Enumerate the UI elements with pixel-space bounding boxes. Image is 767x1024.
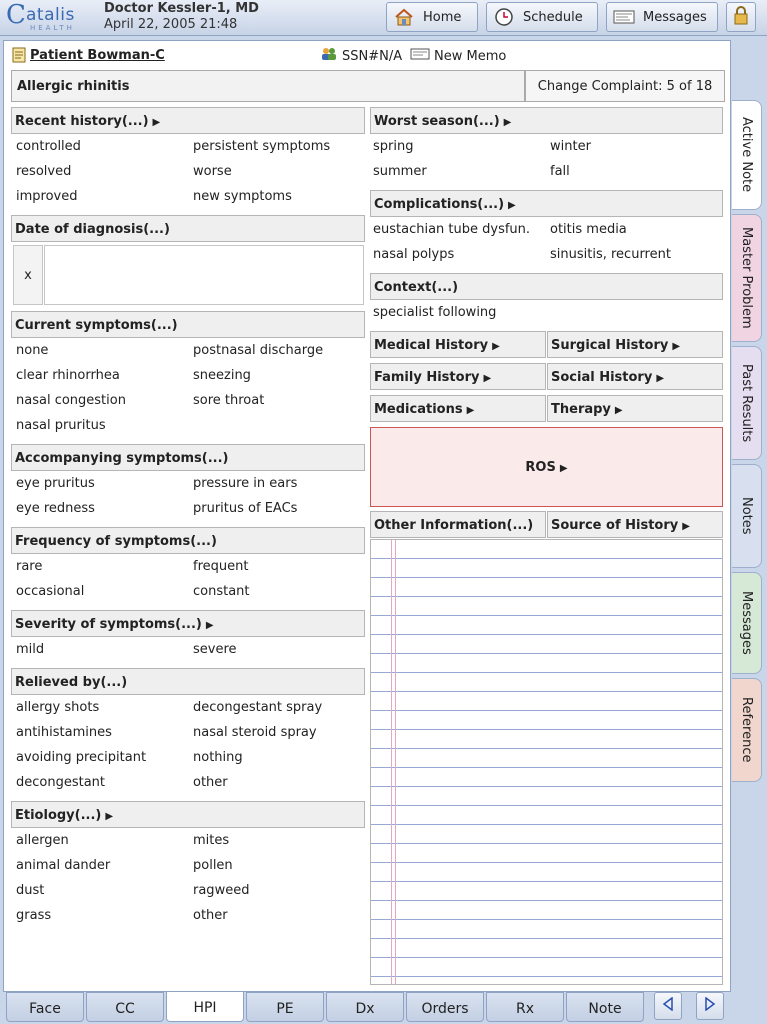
option-occasional[interactable]: occasional xyxy=(16,584,85,599)
option-rare[interactable]: rare xyxy=(16,559,43,574)
source-of-history-button[interactable]: Source of History ▶ xyxy=(547,511,723,538)
free-text-notepad[interactable] xyxy=(370,539,723,985)
tab-dx[interactable]: Dx xyxy=(326,992,404,1022)
context-header[interactable]: Context(...) xyxy=(370,273,723,300)
option-sinusitis-recurrent[interactable]: sinusitis, recurrent xyxy=(550,247,671,262)
home-button[interactable]: Home xyxy=(386,2,478,32)
option-antihistamines[interactable]: antihistamines xyxy=(16,725,112,740)
complications-header[interactable]: Complications(...) ▶ xyxy=(370,190,723,217)
arrow-right-icon: ▶ xyxy=(559,463,568,474)
arrow-right-icon: ▶ xyxy=(105,811,114,822)
tab-pe[interactable]: PE xyxy=(246,992,324,1022)
option-nasal-congestion[interactable]: nasal congestion xyxy=(16,393,126,408)
option-persistent-symptoms[interactable]: persistent symptoms xyxy=(193,139,331,154)
patient-name-link[interactable]: Patient Bowman-C xyxy=(30,47,165,63)
social-history-button[interactable]: Social History ▶ xyxy=(547,363,723,390)
option-new-symptoms[interactable]: new symptoms xyxy=(193,189,292,204)
therapy-button[interactable]: Therapy ▶ xyxy=(547,395,723,422)
option-severe[interactable]: severe xyxy=(193,642,237,657)
option-nothing[interactable]: nothing xyxy=(193,750,243,765)
tab-face[interactable]: Face xyxy=(6,992,84,1022)
tab-rx[interactable]: Rx xyxy=(486,992,564,1022)
lock-icon xyxy=(733,5,749,29)
doctor-name: Doctor Kessler-1, MD xyxy=(104,1,259,16)
arrow-right-icon: ▶ xyxy=(466,405,475,416)
tab-master-problem[interactable]: Master Problem xyxy=(732,214,762,342)
option-eye-redness[interactable]: eye redness xyxy=(16,501,95,516)
tab-hpi[interactable]: HPI xyxy=(166,992,244,1022)
option-dust[interactable]: dust xyxy=(16,883,45,898)
tab-messages[interactable]: Messages xyxy=(732,572,762,674)
option-other-etiology[interactable]: other xyxy=(193,908,228,923)
arrow-right-icon: ▶ xyxy=(682,521,690,532)
etiology-header[interactable]: Etiology(...) ▶ xyxy=(11,801,365,828)
option-worse[interactable]: worse xyxy=(193,164,232,179)
option-eustachian-tube[interactable]: eustachian tube dysfun. xyxy=(373,222,531,237)
ros-button[interactable]: ROS ▶ xyxy=(370,427,723,507)
messages-icon xyxy=(613,7,635,27)
arrow-right-icon: ▶ xyxy=(503,117,512,128)
medications-button[interactable]: Medications ▶ xyxy=(370,395,546,422)
relieved-by-header[interactable]: Relieved by(...) xyxy=(11,668,365,695)
tab-notes[interactable]: Notes xyxy=(732,464,762,568)
medical-history-button[interactable]: Medical History ▶ xyxy=(370,331,546,358)
top-bar xyxy=(0,0,767,36)
clock-icon xyxy=(493,7,515,27)
current-datetime: April 22, 2005 21:48 xyxy=(104,17,238,32)
arrow-right-icon xyxy=(704,997,716,1015)
option-pressure-in-ears[interactable]: pressure in ears xyxy=(193,476,298,491)
option-pollen[interactable]: pollen xyxy=(193,858,233,873)
tab-cc[interactable]: CC xyxy=(86,992,164,1022)
schedule-button[interactable]: Schedule xyxy=(486,2,598,32)
new-memo-link[interactable]: New Memo xyxy=(410,47,506,65)
option-avoiding-precipitant[interactable]: avoiding precipitant xyxy=(16,750,147,765)
option-sore-throat[interactable]: sore throat xyxy=(193,393,265,408)
option-pruritus-of-eacs[interactable]: pruritus of EACs xyxy=(193,501,298,516)
surgical-history-button[interactable]: Surgical History ▶ xyxy=(547,331,723,358)
date-of-diagnosis-header[interactable]: Date of diagnosis(...) xyxy=(11,215,365,242)
option-mild[interactable]: mild xyxy=(16,642,45,657)
messages-button[interactable]: Messages xyxy=(606,2,718,32)
current-symptoms-header[interactable]: Current symptoms(...) xyxy=(11,311,365,338)
tab-past-results[interactable]: Past Results xyxy=(732,346,762,460)
arrow-right-icon: ▶ xyxy=(508,200,516,211)
arrow-right-icon: ▶ xyxy=(483,373,492,384)
option-other-relieved[interactable]: other xyxy=(193,775,228,790)
next-button[interactable] xyxy=(696,992,724,1020)
arrow-right-icon: ▶ xyxy=(656,373,665,384)
option-grass[interactable]: grass xyxy=(16,908,52,923)
option-spring[interactable]: spring xyxy=(373,139,414,154)
catalis-logo: C atalis HEALTH xyxy=(6,0,75,32)
option-decongestant-spray[interactable]: decongestant spray xyxy=(193,700,323,715)
option-none[interactable]: none xyxy=(16,343,49,358)
option-animal-dander[interactable]: animal dander xyxy=(16,858,111,873)
arrow-right-icon: ▶ xyxy=(492,341,500,352)
arrow-left-icon xyxy=(662,997,674,1015)
option-sneezing[interactable]: sneezing xyxy=(193,368,251,383)
option-summer[interactable]: summer xyxy=(373,164,427,179)
option-winter[interactable]: winter xyxy=(550,139,591,154)
option-decongestant[interactable]: decongestant xyxy=(16,775,106,790)
option-postnasal-discharge[interactable]: postnasal discharge xyxy=(193,343,324,358)
option-fall[interactable]: fall xyxy=(550,164,570,179)
change-complaint-button[interactable]: Change Complaint: 5 of 18 xyxy=(525,70,725,102)
arrow-right-icon: ▶ xyxy=(205,620,214,631)
tab-note[interactable]: Note xyxy=(566,992,644,1022)
arrow-right-icon: ▶ xyxy=(672,341,681,352)
option-mites[interactable]: mites xyxy=(193,833,230,848)
option-controlled[interactable]: controlled xyxy=(16,139,81,154)
tab-active-note[interactable]: Active Note xyxy=(732,100,762,210)
document-icon xyxy=(12,47,26,63)
option-allergy-shots[interactable]: allergy shots xyxy=(16,700,100,715)
option-allergen[interactable]: allergen xyxy=(16,833,69,848)
tab-orders[interactable]: Orders xyxy=(406,992,484,1022)
option-nasal-steroid-spray[interactable]: nasal steroid spray xyxy=(193,725,317,740)
memo-icon xyxy=(410,47,430,65)
option-resolved[interactable]: resolved xyxy=(16,164,72,179)
ssn-link[interactable]: SSN#N/A xyxy=(320,47,402,65)
clear-date-button[interactable]: x xyxy=(13,245,43,305)
arrow-right-icon: ▶ xyxy=(152,117,161,128)
recent-history-header[interactable]: Recent history(...) ▶ xyxy=(11,107,365,134)
worst-season-header[interactable]: Worst season(...) ▶ xyxy=(370,107,723,134)
previous-button[interactable] xyxy=(654,992,682,1020)
option-frequent[interactable]: frequent xyxy=(193,559,249,574)
option-nasal-pruritus[interactable]: nasal pruritus xyxy=(16,418,106,433)
option-otitis-media[interactable]: otitis media xyxy=(550,222,627,237)
option-improved[interactable]: improved xyxy=(16,189,78,204)
date-of-diagnosis-field[interactable] xyxy=(44,245,364,305)
active-note-panel xyxy=(3,40,731,992)
tab-reference[interactable]: Reference xyxy=(732,678,762,782)
bottom-tab-bar xyxy=(0,992,767,1024)
option-constant[interactable]: constant xyxy=(193,584,250,599)
frequency-header[interactable]: Frequency of symptoms(...) xyxy=(11,527,365,554)
other-information-button[interactable]: Other Information(...) xyxy=(370,511,546,538)
people-icon xyxy=(320,47,338,65)
complaint-title: Allergic rhinitis xyxy=(11,70,525,102)
patient-bar xyxy=(4,41,730,69)
option-eye-pruritus[interactable]: eye pruritus xyxy=(16,476,95,491)
accompanying-symptoms-header[interactable]: Accompanying symptoms(...) xyxy=(11,444,365,471)
option-nasal-polyps[interactable]: nasal polyps xyxy=(373,247,455,262)
option-specialist-following[interactable]: specialist following xyxy=(373,305,497,320)
option-clear-rhinorrhea[interactable]: clear rhinorrhea xyxy=(16,368,120,383)
family-history-button[interactable]: Family History ▶ xyxy=(370,363,546,390)
home-icon xyxy=(393,7,415,27)
severity-header[interactable]: Severity of symptoms(...) ▶ xyxy=(11,610,365,637)
arrow-right-icon: ▶ xyxy=(614,405,623,416)
lock-button[interactable] xyxy=(726,2,756,32)
option-ragweed[interactable]: ragweed xyxy=(193,883,250,898)
